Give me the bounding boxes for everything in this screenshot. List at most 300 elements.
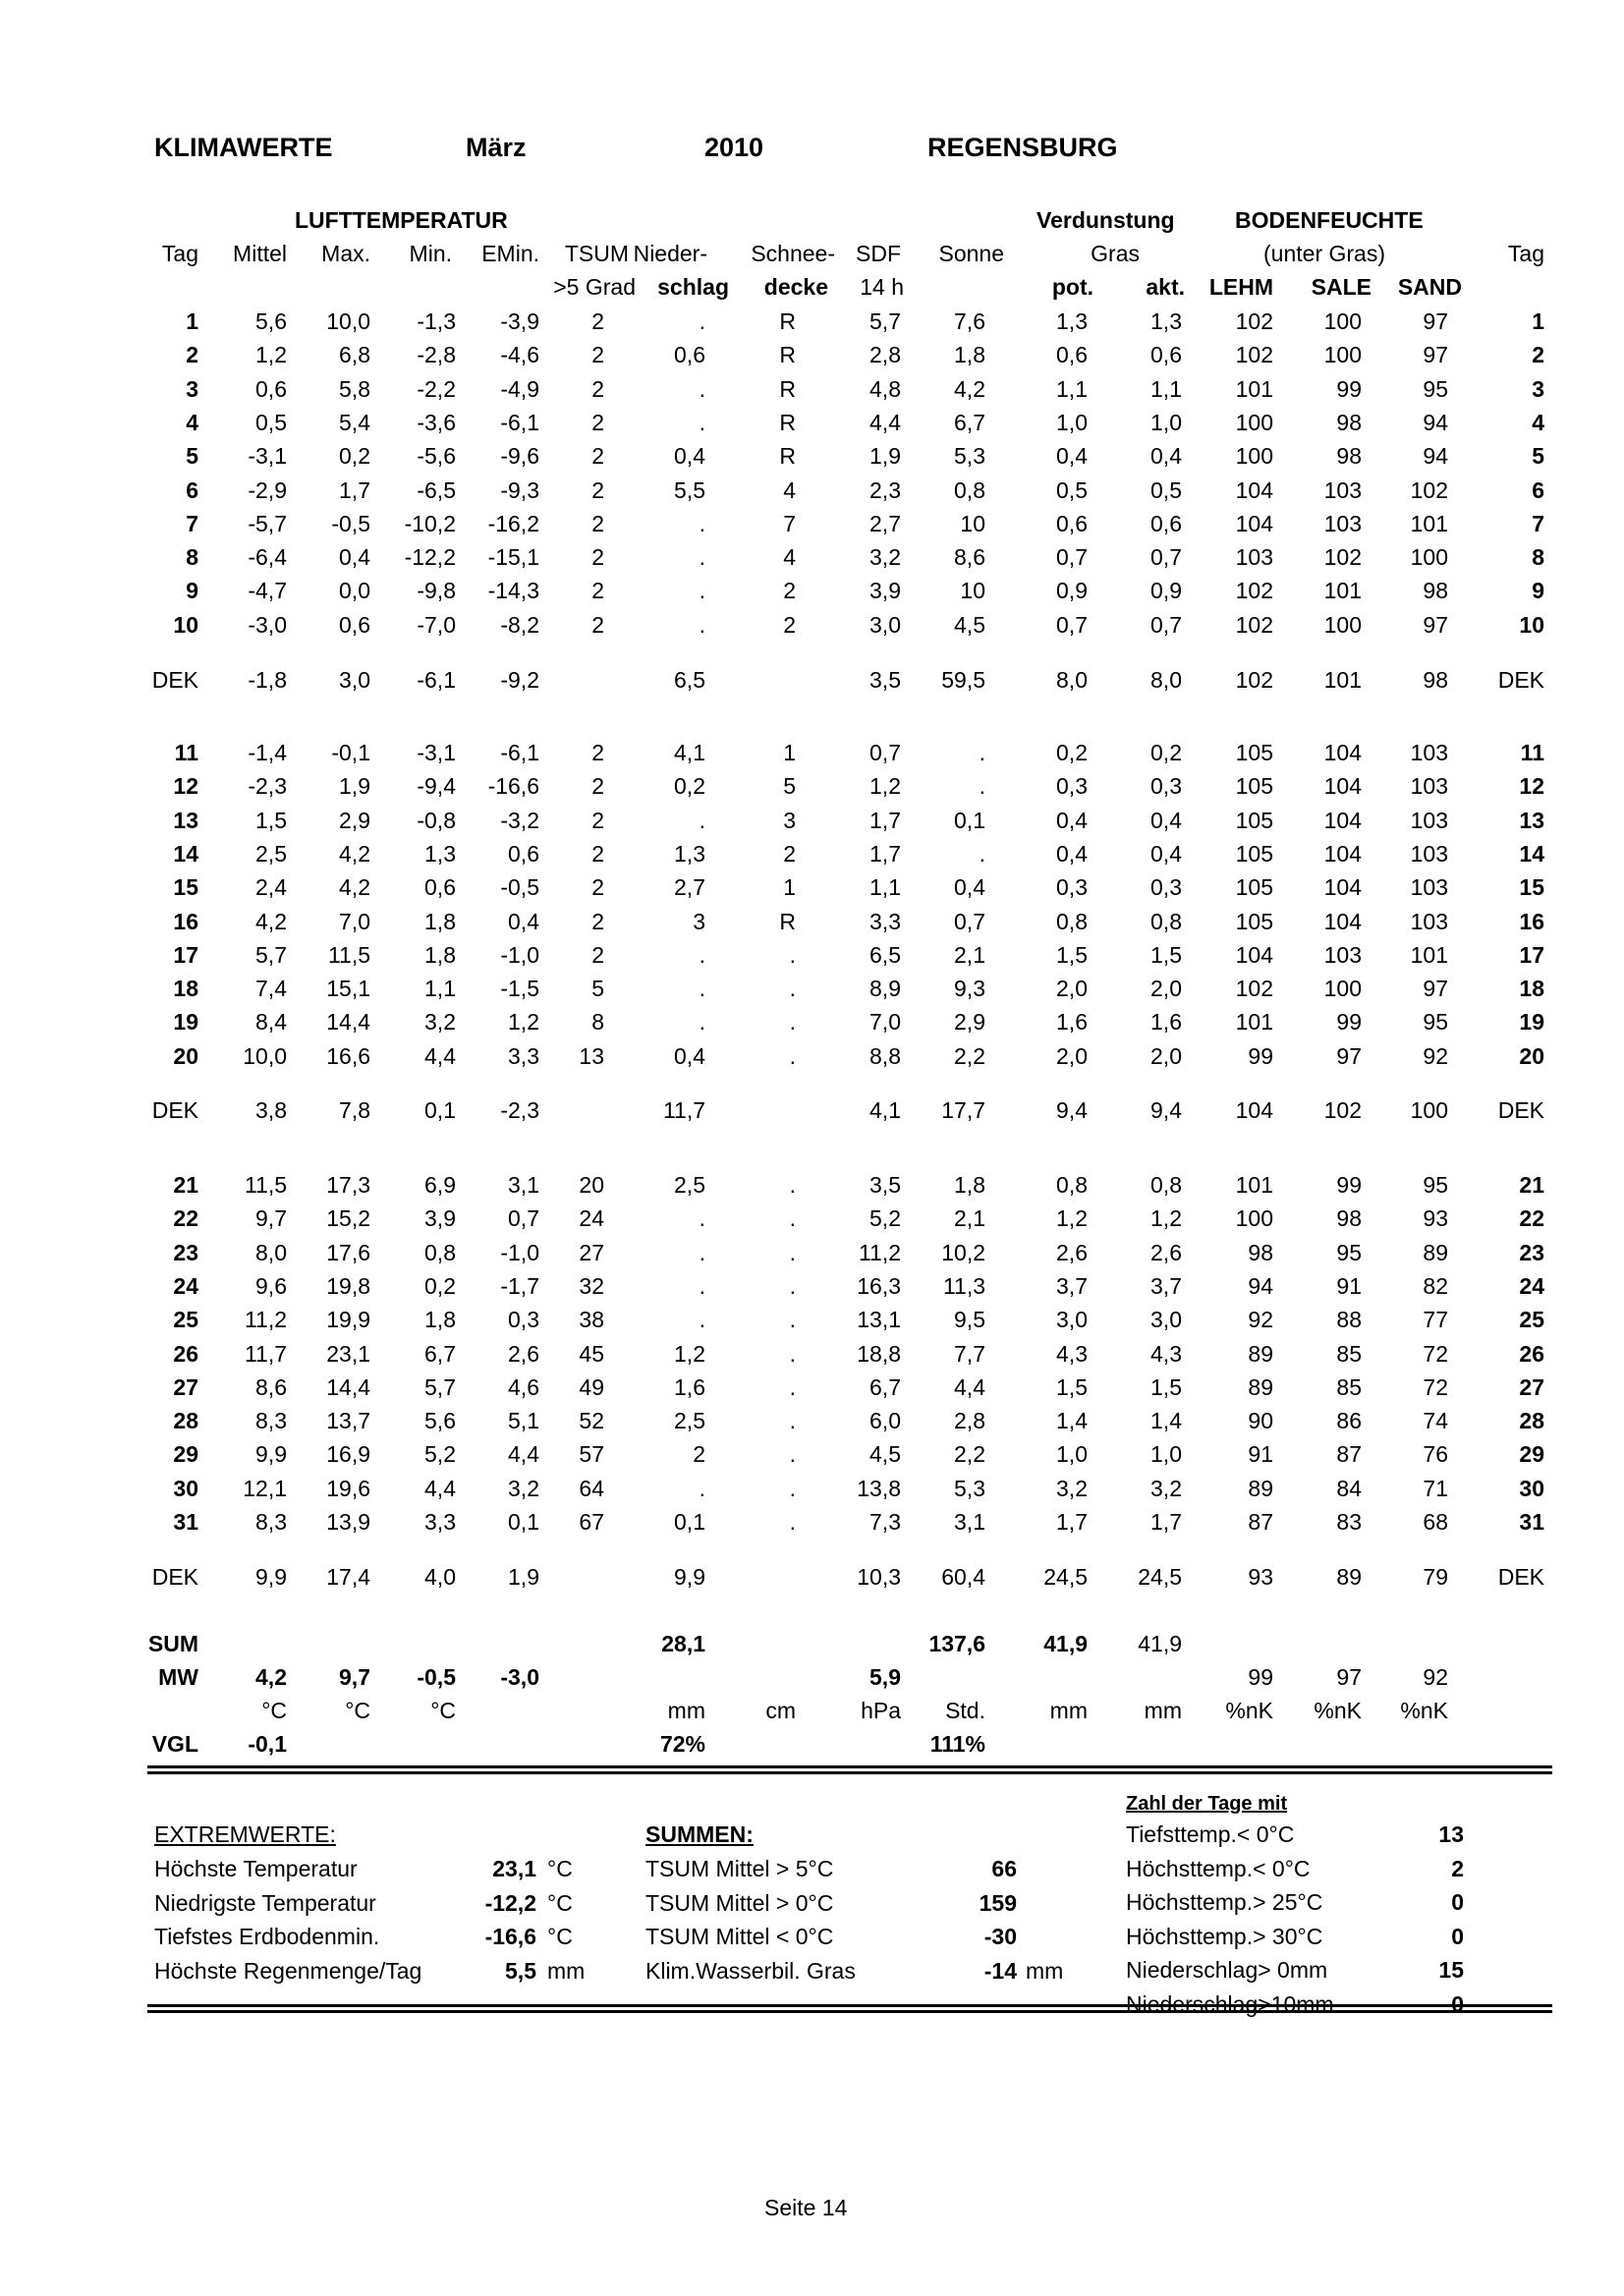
report-station: REGENSBURG	[927, 133, 1118, 162]
cell-min: 1,8	[424, 942, 456, 968]
cell-tag-right: 4	[1532, 410, 1544, 435]
cell-tag-right: 21	[1519, 1172, 1544, 1198]
cell-verd-pot: 0,4	[1056, 443, 1088, 469]
cell-tag: 1	[186, 308, 198, 334]
cell-sonne: 1,8	[954, 342, 985, 367]
cell-tag-right: 17	[1519, 942, 1544, 968]
cell-tag: 10	[173, 612, 198, 638]
cell-mittel: -3,1	[248, 443, 287, 469]
cell-verd-pot: 0,6	[1056, 511, 1088, 536]
summen-value: -30	[983, 1924, 1017, 1949]
cell-sonne: 0,4	[954, 874, 985, 900]
cell-lehm: 102	[1235, 578, 1273, 603]
cell-sale: 97	[1336, 1043, 1362, 1069]
summen-value: 159	[979, 1889, 1017, 1916]
tage-heading: Zahl der Tage mit	[1126, 1793, 1288, 1815]
cell-tsum: 2	[591, 874, 604, 900]
cell-lehm: 104	[1235, 477, 1273, 503]
cell-verd-akt: 0,3	[1150, 773, 1182, 799]
dek-verd-akt: 8,0	[1150, 667, 1182, 693]
cell-niederschlag: .	[699, 612, 705, 638]
cell-sdf: 3,2	[869, 544, 901, 570]
cell-sale: 85	[1336, 1374, 1362, 1400]
cell-emin: 5,1	[508, 1408, 539, 1433]
cell-sale: 98	[1336, 1205, 1362, 1231]
unit-row-lehm: %nK	[1225, 1698, 1273, 1723]
col-subheader-0: >5 Grad	[553, 274, 636, 300]
cell-emin: 0,6	[508, 841, 539, 867]
cell-sonne: 7,7	[954, 1341, 985, 1367]
cell-verd-pot: 3,0	[1056, 1307, 1088, 1332]
cell-lehm: 101	[1235, 376, 1273, 402]
cell-verd-akt: 1,0	[1150, 1441, 1182, 1467]
dek-sdf: 4,1	[869, 1097, 901, 1123]
cell-sonne: 4,4	[954, 1374, 985, 1400]
cell-tag: 5	[186, 443, 198, 469]
cell-tsum: 2	[591, 942, 604, 968]
cell-sdf: 4,4	[869, 410, 901, 435]
cell-sale: 98	[1336, 443, 1362, 469]
cell-schneedecke: 1	[783, 740, 796, 765]
cell-verd-pot: 1,7	[1056, 1509, 1088, 1535]
cell-sdf: 11,2	[858, 1240, 901, 1265]
cell-min: 1,8	[424, 909, 456, 934]
cell-verd-akt: 1,2	[1150, 1205, 1182, 1231]
cell-tsum: 20	[579, 1172, 604, 1198]
cell-verd-pot: 3,2	[1056, 1476, 1088, 1501]
tage-value: 2	[1451, 1855, 1464, 1881]
cell-sdf: 7,0	[869, 1009, 901, 1035]
cell-max: -0,5	[331, 511, 370, 536]
cell-verd-akt: 0,8	[1150, 1172, 1182, 1198]
cell-tag-right: 8	[1532, 544, 1544, 570]
extremwert-value: 23,1	[492, 1856, 536, 1881]
cell-verd-pot: 0,2	[1056, 740, 1088, 765]
cell-verd-akt: 0,6	[1150, 342, 1182, 367]
cell-tsum: 38	[579, 1307, 604, 1332]
cell-sdf: 2,3	[869, 477, 901, 503]
unit-row-sdf: hPa	[861, 1698, 901, 1723]
cell-niederschlag: .	[699, 976, 705, 1001]
cell-tag: 6	[186, 477, 198, 503]
cell-schneedecke: R	[779, 308, 796, 334]
mw-row-max: 9,7	[339, 1664, 370, 1690]
cell-tsum: 2	[591, 773, 604, 799]
col-header-5: TSUM	[564, 241, 629, 266]
cell-sdf: 1,7	[869, 841, 901, 867]
cell-verd-akt: 0,6	[1150, 511, 1182, 536]
cell-lehm: 100	[1235, 410, 1273, 435]
cell-mittel: 5,7	[255, 942, 287, 968]
cell-tsum: 67	[579, 1509, 604, 1535]
summen-label: Klim.Wasserbil. Gras	[645, 1957, 856, 1984]
cell-tag: 19	[173, 1009, 198, 1035]
mw-row-mittel: 4,2	[255, 1664, 287, 1690]
cell-sdf: 3,0	[869, 612, 901, 638]
cell-sand: 95	[1423, 376, 1448, 402]
cell-max: 14,4	[326, 1374, 370, 1400]
cell-verd-pot: 1,2	[1056, 1205, 1088, 1231]
cell-tag: 20	[173, 1043, 198, 1069]
cell-sand: 74	[1423, 1408, 1448, 1433]
cell-tag-right: 31	[1519, 1509, 1544, 1535]
cell-emin: 0,4	[508, 909, 539, 934]
cell-schneedecke: .	[789, 1009, 796, 1035]
cell-sand: 103	[1410, 808, 1448, 833]
cell-min: 5,7	[424, 1374, 456, 1400]
cell-verd-pot: 2,0	[1056, 976, 1088, 1001]
cell-tsum: 52	[579, 1408, 604, 1433]
cell-min: 6,7	[424, 1341, 456, 1367]
cell-verd-pot: 0,4	[1056, 841, 1088, 867]
col-header-10: Gras	[1091, 241, 1140, 266]
dek-sale: 102	[1323, 1097, 1362, 1123]
cell-schneedecke: .	[789, 1341, 796, 1367]
mw-row-lehm: 99	[1248, 1664, 1273, 1690]
cell-tsum: 27	[579, 1240, 604, 1265]
cell-sonne: 0,8	[954, 477, 985, 503]
unit-row-sale: %nK	[1314, 1698, 1362, 1723]
cell-mittel: 8,0	[255, 1240, 287, 1265]
cell-niederschlag: 1,6	[674, 1374, 705, 1400]
cell-tag: 4	[186, 410, 198, 435]
cell-tag: 26	[173, 1341, 198, 1367]
cell-emin: 4,6	[508, 1374, 539, 1400]
cell-tsum: 2	[591, 308, 604, 334]
extremwert-value: 5,5	[505, 1957, 536, 1984]
cell-verd-akt: 3,7	[1150, 1273, 1182, 1299]
cell-sand: 71	[1423, 1476, 1448, 1501]
cell-sale: 101	[1323, 578, 1362, 603]
cell-lehm: 104	[1235, 942, 1273, 968]
cell-sdf: 18,8	[857, 1341, 901, 1367]
cell-sonne: 10,2	[941, 1240, 985, 1265]
mw-row-sand: 92	[1423, 1664, 1448, 1690]
cell-schneedecke: 3	[783, 808, 796, 833]
cell-sale: 100	[1323, 342, 1362, 367]
cell-mittel: 0,5	[255, 410, 287, 435]
cell-lehm: 94	[1248, 1273, 1273, 1299]
cell-verd-akt: 1,3	[1150, 308, 1182, 334]
cell-lehm: 105	[1235, 909, 1273, 934]
cell-mittel: 11,2	[244, 1307, 287, 1332]
cell-sand: 103	[1410, 909, 1448, 934]
cell-niederschlag: 0,1	[674, 1509, 705, 1535]
cell-mittel: 1,5	[255, 808, 287, 833]
cell-schneedecke: .	[789, 1441, 796, 1467]
cell-mittel: -2,3	[248, 773, 287, 799]
cell-niederschlag: .	[699, 511, 705, 536]
cell-sale: 104	[1323, 841, 1362, 867]
cell-niederschlag: 0,4	[674, 1043, 705, 1069]
extremwert-value: -16,6	[484, 1924, 536, 1949]
cell-sale: 104	[1323, 740, 1362, 765]
cell-sonne: 5,3	[954, 1476, 985, 1501]
cell-max: 5,4	[339, 410, 370, 435]
cell-verd-pot: 0,7	[1056, 544, 1088, 570]
cell-niederschlag: 1,3	[674, 841, 705, 867]
col-header-0: Tag	[161, 241, 198, 266]
cell-schneedecke: .	[789, 1273, 796, 1299]
cell-sale: 100	[1323, 308, 1362, 334]
cell-tag: 12	[173, 773, 198, 799]
cell-tsum: 8	[591, 1009, 604, 1035]
cell-tsum: 2	[591, 342, 604, 367]
cell-mittel: 9,7	[255, 1205, 287, 1231]
cell-lehm: 105	[1235, 740, 1273, 765]
cell-min: -3,6	[417, 410, 456, 435]
dek-max: 7,8	[339, 1097, 370, 1123]
cell-lehm: 89	[1248, 1476, 1273, 1501]
dek-tag: DEK	[151, 667, 198, 693]
cell-tag: 28	[173, 1408, 198, 1433]
cell-schneedecke: .	[789, 1205, 796, 1231]
cell-emin: 3,1	[508, 1172, 539, 1198]
cell-verd-akt: 1,6	[1150, 1009, 1182, 1035]
cell-tsum: 2	[591, 410, 604, 435]
cell-tsum: 57	[579, 1441, 604, 1467]
cell-emin: 3,2	[508, 1476, 539, 1501]
cell-verd-akt: 0,3	[1150, 874, 1182, 900]
cell-tag: 17	[173, 942, 198, 968]
cell-tag-right: 18	[1519, 976, 1544, 1001]
cell-tag: 8	[186, 544, 198, 570]
cell-niederschlag: .	[699, 376, 705, 402]
cell-tsum: 2	[591, 578, 604, 603]
cell-sale: 100	[1323, 976, 1362, 1001]
cell-schneedecke: R	[779, 410, 796, 435]
cell-niederschlag: .	[699, 544, 705, 570]
cell-lehm: 91	[1248, 1441, 1273, 1467]
cell-min: 1,1	[424, 976, 456, 1001]
dek-sonne: 60,4	[941, 1564, 985, 1590]
tage-label: Niederschlag> 0mm	[1126, 1957, 1328, 1983]
cell-verd-akt: 1,4	[1150, 1408, 1182, 1433]
cell-niederschlag: 2	[693, 1441, 705, 1467]
cell-tsum: 2	[591, 808, 604, 833]
cell-verd-pot: 0,3	[1056, 773, 1088, 799]
cell-verd-pot: 0,6	[1056, 342, 1088, 367]
cell-max: 15,2	[326, 1205, 370, 1231]
cell-niederschlag: .	[699, 942, 705, 968]
cell-sdf: 4,5	[869, 1441, 901, 1467]
cell-emin: -4,6	[500, 342, 539, 367]
cell-sdf: 8,8	[869, 1043, 901, 1069]
dek-verd-akt: 9,4	[1150, 1097, 1182, 1123]
cell-sdf: 16,3	[857, 1273, 901, 1299]
cell-emin: -4,9	[500, 376, 539, 402]
cell-max: 19,8	[326, 1273, 370, 1299]
dek-sdf: 3,5	[869, 667, 901, 693]
cell-lehm: 102	[1235, 612, 1273, 638]
cell-mittel: 8,4	[255, 1009, 287, 1035]
cell-min: 0,2	[424, 1273, 456, 1299]
cell-tag-right: 7	[1532, 511, 1544, 536]
cell-tag: 14	[173, 841, 198, 867]
col-header-12: Tag	[1507, 241, 1544, 266]
cell-tag-right: 24	[1519, 1273, 1544, 1299]
cell-tsum: 2	[591, 376, 604, 402]
cell-sand: 94	[1423, 443, 1448, 469]
cell-sonne: 2,1	[954, 1205, 985, 1231]
mw-row-emin: -3,0	[500, 1664, 539, 1690]
col-subheader-7: SALE	[1311, 274, 1372, 300]
col-header-3: Min.	[409, 241, 452, 266]
dek-sonne: 59,5	[941, 667, 985, 693]
cell-max: 16,9	[326, 1441, 370, 1467]
cell-tag: 21	[173, 1172, 198, 1198]
cell-lehm: 104	[1235, 511, 1273, 536]
cell-sale: 104	[1323, 874, 1362, 900]
cell-sonne: 2,8	[954, 1408, 985, 1433]
cell-sonne: 10	[960, 511, 985, 536]
cell-max: 17,3	[326, 1172, 370, 1198]
cell-schneedecke: .	[789, 1043, 796, 1069]
cell-verd-akt: 4,3	[1150, 1341, 1182, 1367]
cell-tag: 23	[173, 1240, 198, 1265]
cell-emin: 0,1	[508, 1509, 539, 1535]
cell-sdf: 3,9	[869, 578, 901, 603]
cell-tag-right: 2	[1532, 342, 1544, 367]
cell-verd-pot: 0,7	[1056, 612, 1088, 638]
cell-min: 0,6	[424, 874, 456, 900]
cell-niederschlag: 2,5	[674, 1172, 705, 1198]
cell-schneedecke: R	[779, 376, 796, 402]
cell-sale: 84	[1336, 1476, 1362, 1501]
cell-sale: 91	[1336, 1273, 1362, 1299]
cell-lehm: 105	[1235, 808, 1273, 833]
cell-lehm: 92	[1248, 1307, 1273, 1332]
dek-tag: DEK	[151, 1097, 198, 1123]
cell-sdf: 13,1	[857, 1307, 901, 1332]
cell-sand: 89	[1423, 1240, 1448, 1265]
dek-sale: 89	[1336, 1564, 1362, 1590]
page-number: Seite 14	[764, 2195, 848, 2220]
dek-lehm: 104	[1235, 1097, 1273, 1123]
cell-lehm: 87	[1248, 1509, 1273, 1535]
cell-sdf: 6,0	[869, 1408, 901, 1433]
dek-tag: DEK	[151, 1564, 198, 1590]
cell-verd-pot: 0,8	[1056, 909, 1088, 934]
col-header-6: Nieder-	[633, 241, 707, 266]
cell-sonne: 11,3	[942, 1273, 985, 1299]
cell-emin: -6,1	[500, 740, 539, 765]
cell-tag: 15	[173, 874, 198, 900]
col-header-2: Max.	[321, 241, 370, 266]
cell-tag-right: 28	[1519, 1408, 1544, 1433]
cell-verd-akt: 1,0	[1150, 410, 1182, 435]
cell-lehm: 98	[1248, 1240, 1273, 1265]
cell-min: -2,8	[417, 342, 456, 367]
extremwert-label: Niedrigste Temperatur	[154, 1889, 376, 1916]
cell-verd-akt: 0,7	[1150, 544, 1182, 570]
cell-sonne: 2,2	[954, 1043, 985, 1069]
cell-emin: -1,0	[500, 1240, 539, 1265]
cell-max: 0,6	[339, 612, 370, 638]
cell-sand: 103	[1410, 773, 1448, 799]
dek-emin: -9,2	[500, 667, 539, 693]
cell-verd-akt: 3,0	[1150, 1307, 1182, 1332]
cell-mittel: 11,5	[244, 1172, 287, 1198]
extremwerte-heading: EXTREMWERTE:	[154, 1821, 336, 1847]
cell-sand: 97	[1423, 612, 1448, 638]
cell-emin: 1,2	[508, 1009, 539, 1035]
cell-sand: 72	[1423, 1341, 1448, 1367]
cell-verd-pot: 1,3	[1056, 308, 1088, 334]
cell-sale: 99	[1336, 1009, 1362, 1035]
bodenfeuchte-heading: BODENFEUCHTE	[1235, 207, 1424, 233]
cell-emin: 0,7	[508, 1205, 539, 1231]
sum-row-niederschlag: 28,1	[661, 1631, 705, 1656]
cell-verd-pot: 4,3	[1056, 1341, 1088, 1367]
cell-min: 4,4	[424, 1043, 456, 1069]
cell-tag: 9	[186, 578, 198, 603]
cell-sand: 101	[1410, 511, 1448, 536]
col-header-11: (unter Gras)	[1263, 241, 1385, 266]
cell-tag: 11	[174, 740, 198, 765]
dek-emin: -2,3	[500, 1097, 539, 1123]
cell-mittel: 2,5	[255, 841, 287, 867]
cell-mittel: 2,4	[255, 874, 287, 900]
cell-niederschlag: .	[699, 578, 705, 603]
cell-schneedecke: .	[789, 1509, 796, 1535]
dek-max: 3,0	[339, 667, 370, 693]
cell-sonne: 0,7	[954, 909, 985, 934]
cell-mittel: 9,6	[255, 1273, 287, 1299]
extremwert-unit: mm	[547, 1957, 586, 1984]
cell-verd-pot: 0,4	[1056, 808, 1088, 833]
cell-sonne: 2,1	[954, 942, 985, 968]
cell-sdf: 0,7	[869, 740, 901, 765]
cell-lehm: 99	[1248, 1043, 1273, 1069]
unit-row-sonne: Std.	[945, 1698, 985, 1723]
cell-tag: 25	[173, 1307, 198, 1332]
cell-min: 3,9	[424, 1205, 456, 1231]
cell-verd-akt: 0,4	[1150, 808, 1182, 833]
cell-tsum: 2	[591, 443, 604, 469]
vgl-row-tag: VGL	[151, 1731, 198, 1757]
cell-sand: 103	[1410, 874, 1448, 900]
cell-sand: 95	[1423, 1172, 1448, 1198]
cell-tag: 3	[186, 376, 198, 402]
cell-niederschlag: 0,6	[674, 342, 705, 367]
cell-tag: 2	[186, 342, 198, 367]
cell-verd-pot: 1,5	[1056, 1374, 1088, 1400]
dek-niederschlag: 11,7	[662, 1097, 705, 1123]
cell-min: -5,6	[417, 443, 456, 469]
cell-tag: 31	[173, 1509, 198, 1535]
cell-sale: 98	[1336, 410, 1362, 435]
cell-sonne: 4,2	[954, 376, 985, 402]
cell-min: 1,3	[424, 841, 456, 867]
cell-verd-akt: 3,2	[1150, 1476, 1182, 1501]
cell-max: 6,8	[339, 342, 370, 367]
cell-sale: 102	[1323, 544, 1362, 570]
col-subheader-8: SAND	[1397, 274, 1462, 300]
cell-tag-right: 26	[1519, 1341, 1544, 1367]
cell-tag-right: 1	[1532, 308, 1544, 334]
cell-niederschlag: 2,5	[674, 1408, 705, 1433]
cell-verd-pot: 1,5	[1056, 942, 1088, 968]
cell-niederschlag: 3	[693, 909, 705, 934]
cell-sale: 104	[1323, 773, 1362, 799]
cell-verd-pot: 2,6	[1056, 1240, 1088, 1265]
cell-verd-akt: 0,4	[1150, 841, 1182, 867]
cell-emin: -0,5	[500, 874, 539, 900]
cell-sonne: 10	[960, 578, 985, 603]
report-year: 2010	[704, 133, 764, 162]
cell-sonne: 3,1	[954, 1509, 985, 1535]
